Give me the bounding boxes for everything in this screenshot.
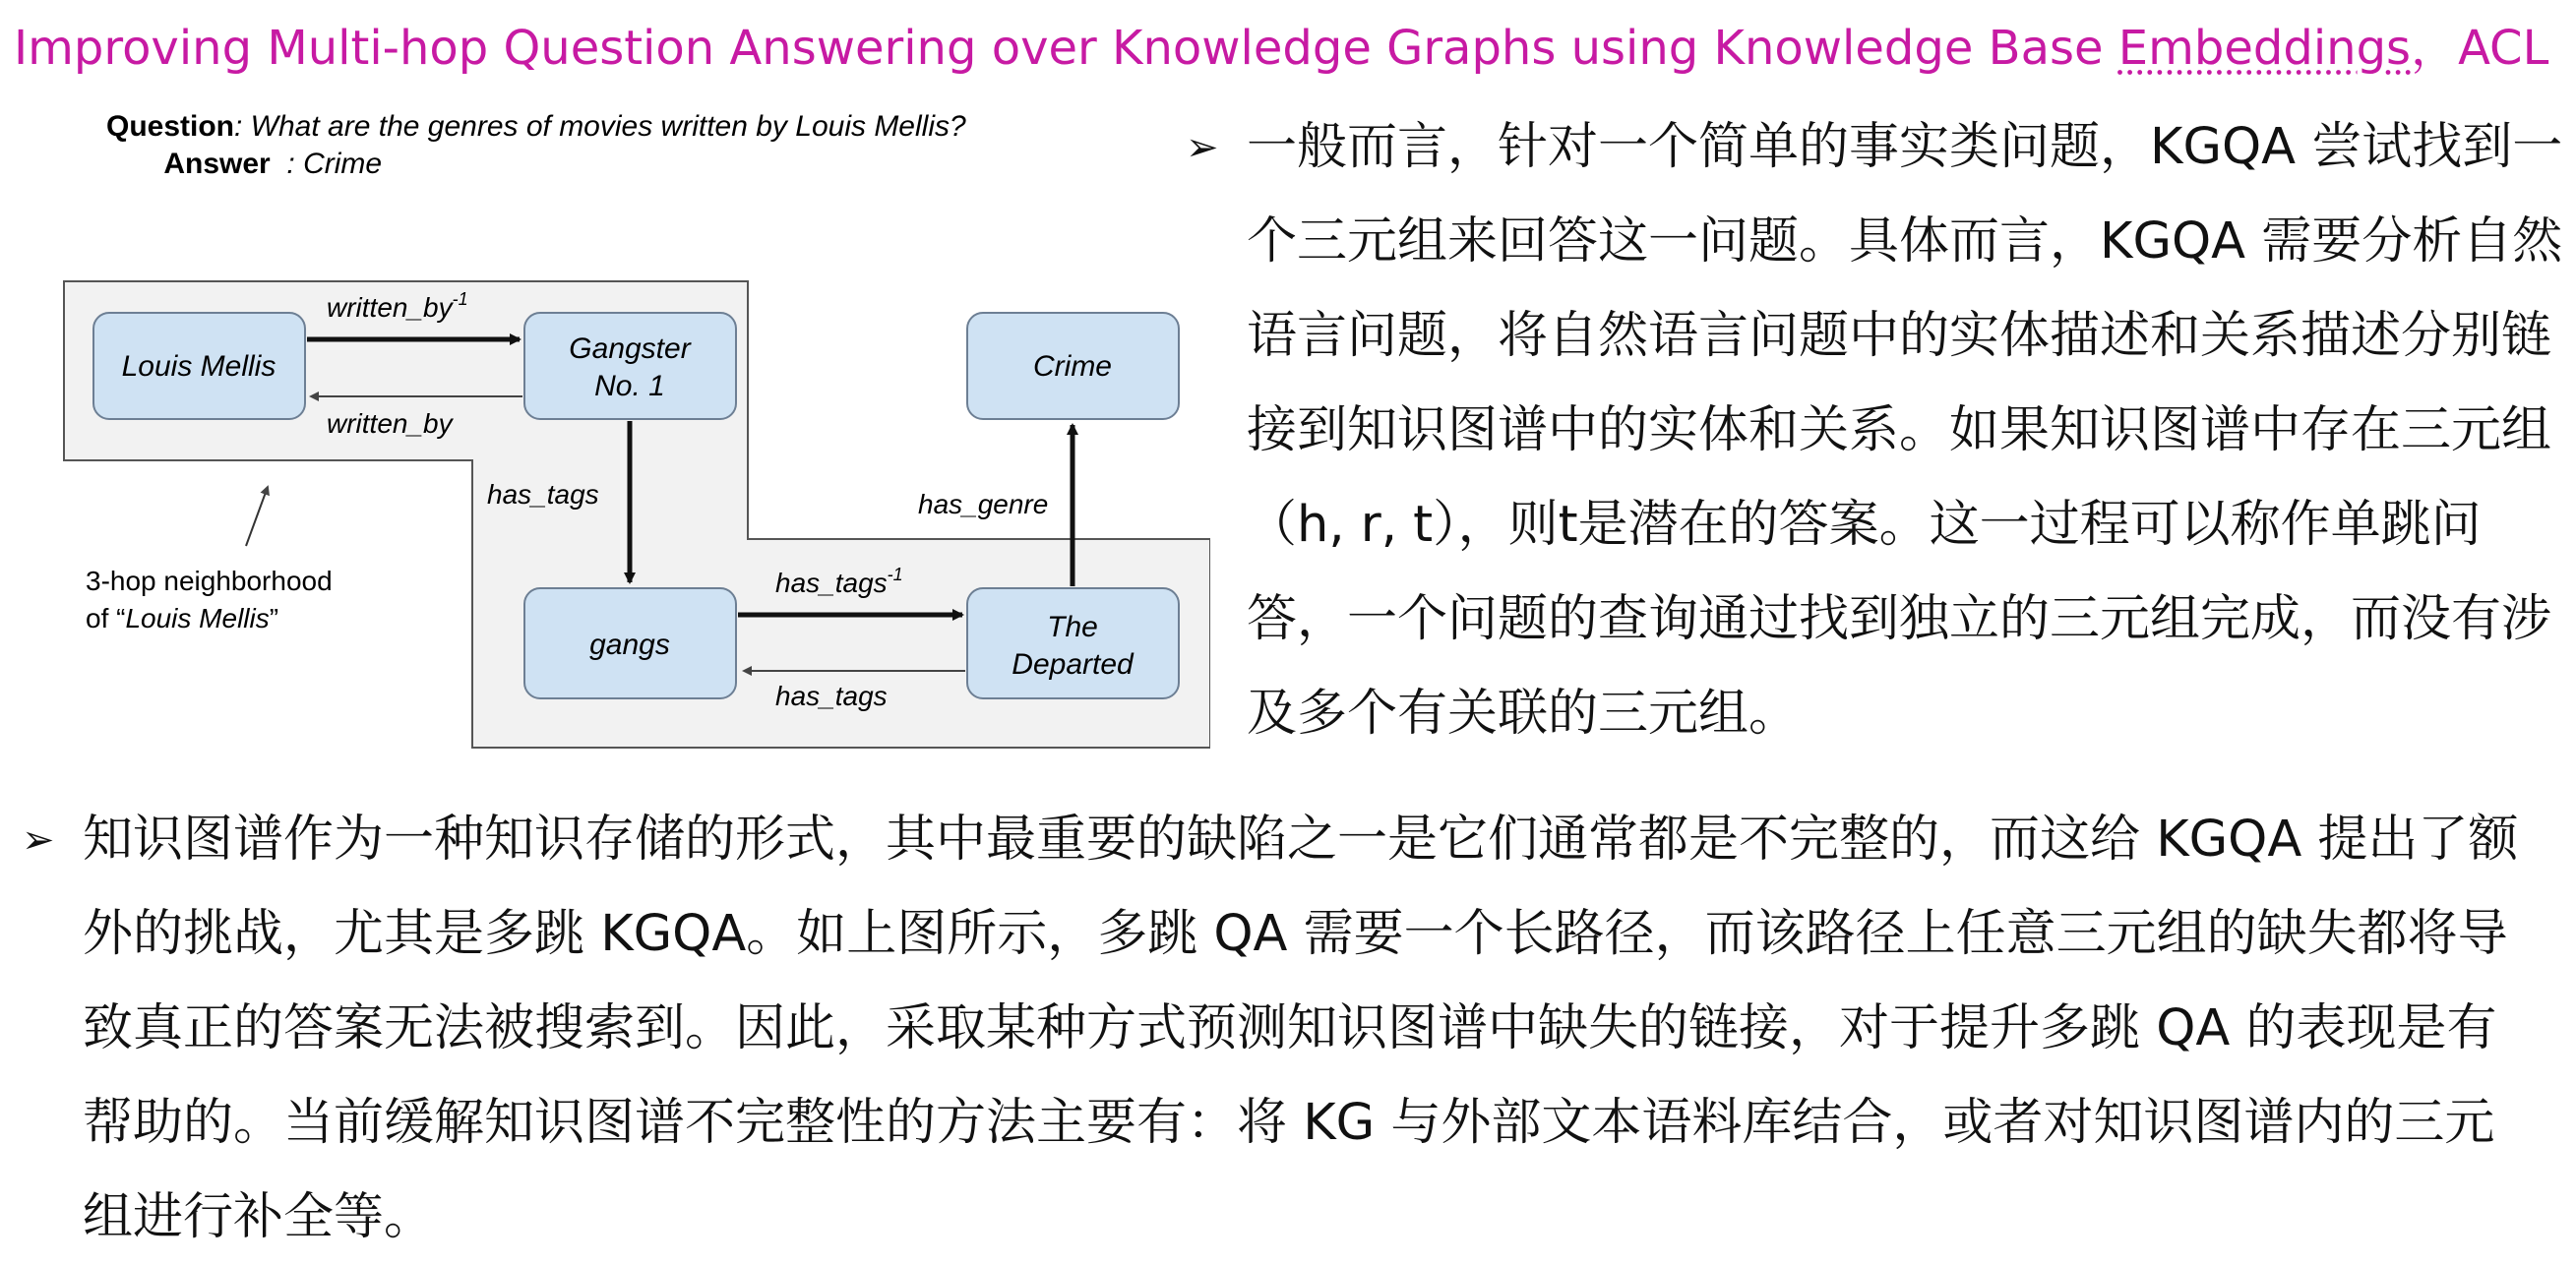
node-gangs-label: gangs <box>589 629 670 661</box>
paragraph-bottom-text: 知识图谱作为一种知识存储的形式，其中最重要的缺陷之一是它们通常都是不完整的，而这给 KGQA 提出了额外的挑战，尤其是多跳 KGQA。如上图所示，多跳 QA 需要一个长路径，而该路径上任意三元组的缺失都将导致真正的答案无法被搜索到。因此，采取某种方式预测知识图谱中缺失的链接，对于提升多跳 QA 的表现是有帮助的。当前缓解知识图谱不完整性的方法主要有：将 KG 与外部文本语料库结合，或者对知识图谱内的三元组进行补全等。 <box>83 811 2519 1246</box>
question-line <box>106 110 966 143</box>
answer-text: : Crime <box>270 148 383 180</box>
node-the-departed <box>967 588 1179 698</box>
slide-title <box>14 10 2548 78</box>
edge-written-by-label: written_by <box>327 408 453 439</box>
node-louis-mellis-label: Louis Mellis <box>121 350 276 383</box>
node-departed-line2: Departed <box>1012 648 1134 681</box>
node-gangster-no1 <box>524 313 736 419</box>
paragraph-bottom <box>22 793 2541 1265</box>
bullet-arrow-icon: ➢ <box>1186 125 1219 170</box>
node-crime-label: Crime <box>1033 350 1112 383</box>
node-gangster-line2: No. 1 <box>594 370 665 402</box>
neighborhood-line1: 3-hop neighborhood <box>86 566 333 596</box>
paragraph-right-text: 一般而言，针对一个简单的事实类问题，KGQA 尝试找到一个三元组来回答这一问题。具体而言，KGQA 需要分析自然语言问题，将自然语言问题中的实体描述和关系描述分别链接到知识图谱中的实体和关系。如果知识图谱中存在三元组（h, r, t），则t是潜在的答案。这一过程可以称作单跳问答，一个问题的查询通过找到独立的三元组完成，而没有涉及多个有关联的三元组。 <box>1247 118 2563 743</box>
edge-has-tags-back-label: has_tags <box>775 681 888 711</box>
node-crime <box>967 313 1179 419</box>
edge-has-genre-label: has_genre <box>918 489 1049 519</box>
neighborhood-line2: of “Louis Mellis” <box>86 603 279 633</box>
knowledge-graph-diagram <box>49 98 1210 757</box>
node-departed-line1: The <box>1047 611 1098 643</box>
question-text: : What are the genres of movies written by Louis Mellis? <box>234 110 966 143</box>
neighborhood-pointer <box>246 487 268 546</box>
edge-has-tags-down-label: has_tags <box>487 479 599 510</box>
question-label: Question <box>106 110 235 143</box>
edge-has-tags-inverse-label: has_tags$^{-1}$ <box>775 565 903 598</box>
edge-written-by-inverse-label: $written\_by^{-1}$ <box>327 289 468 323</box>
title-underlined-word: Embeddings <box>2117 21 2412 76</box>
title-main: Improving Multi-hop Question Answering over Knowledge Graphs using Knowledge Base <box>14 21 2118 76</box>
answer-label: Answer <box>163 148 271 180</box>
node-louis-mellis <box>93 313 305 419</box>
answer-line <box>106 148 423 180</box>
node-gangs <box>524 588 736 698</box>
knowledge-graph-figure <box>49 98 1210 757</box>
title-venue: ，ACL <box>2411 21 2549 76</box>
paragraph-right <box>1186 100 2563 761</box>
bullet-arrow-icon: ➢ <box>22 817 55 863</box>
node-gangster-line1: Gangster <box>569 332 691 365</box>
